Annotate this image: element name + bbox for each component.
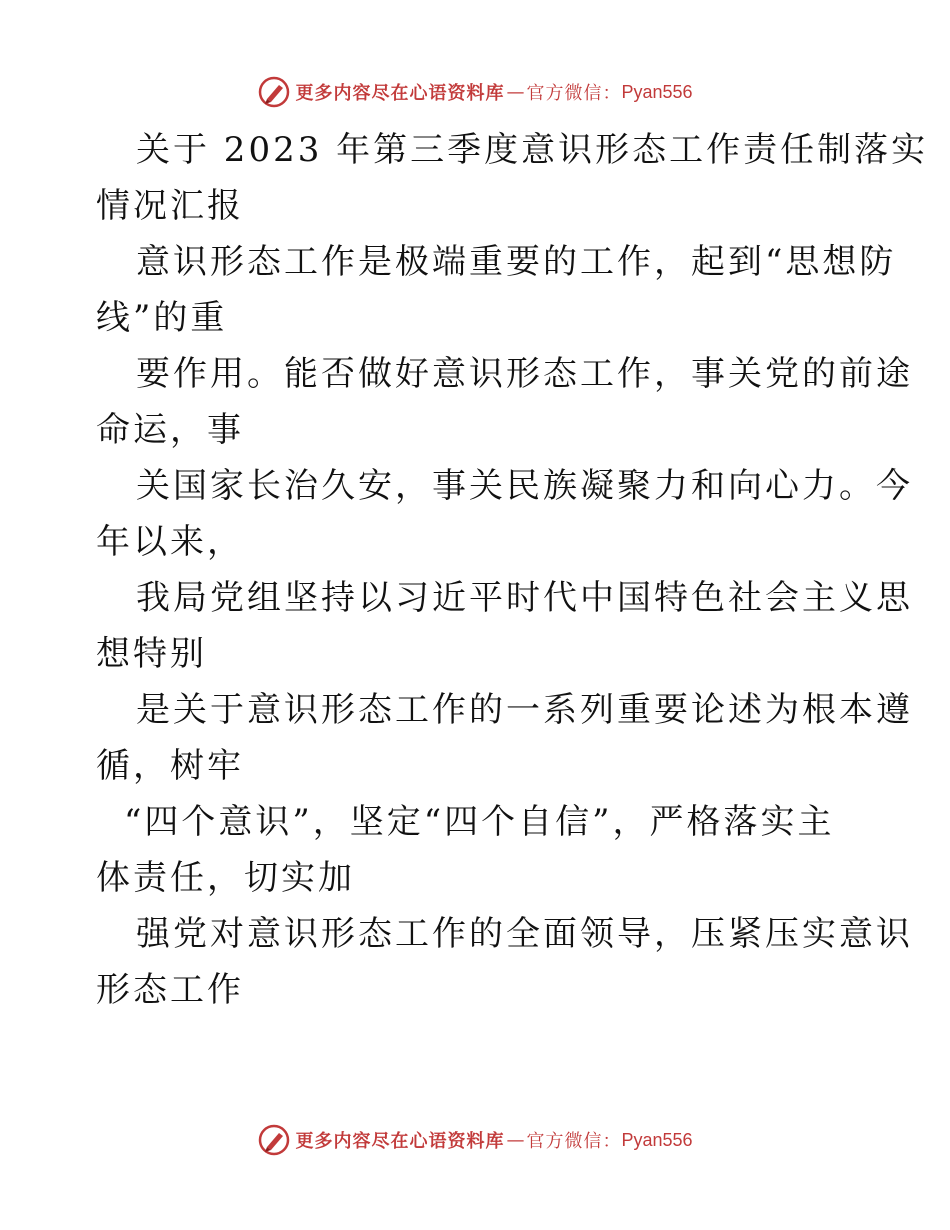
- paragraph-line: 体责任，切实加: [96, 858, 355, 898]
- paragraph-line: 强党对意识形态工作的全面领导，压紧压实意识: [136, 914, 913, 954]
- watermark-main-text: 更多内容尽在心语资料库: [295, 83, 505, 104]
- pen-logo-icon: [257, 1123, 291, 1157]
- title-line-1: 关于 2023 年第三季度意识形态工作责任制落实: [136, 130, 929, 170]
- watermark-wechat-id: Pyan556: [621, 81, 693, 102]
- paragraph-line: 关国家长治久安，事关民族凝聚力和向心力。今: [136, 466, 913, 506]
- watermark-official-label: 官方微信：: [526, 83, 622, 104]
- watermark-separator: —: [506, 1129, 525, 1151]
- paragraph-line: “四个意识”，坚定“四个自信”，严格落实主: [124, 802, 835, 842]
- paragraph-line: 年以来，: [96, 522, 244, 562]
- paragraph-line: 是关于意识形态工作的一系列重要论述为根本遵: [136, 690, 913, 730]
- paragraph-line: 循，树牢: [96, 746, 244, 786]
- paragraph-line: 线”的重: [96, 298, 228, 338]
- document-body: [96, 122, 929, 1018]
- paragraph-line: 我局党组坚持以习近平时代中国特色社会主义思: [136, 578, 913, 618]
- paragraph-line: 形态工作: [96, 970, 244, 1010]
- watermark-main-text: 更多内容尽在心语资料库: [295, 1131, 505, 1152]
- paragraph-line: 意识形态工作是极端重要的工作，起到“思想防: [136, 242, 897, 282]
- watermark-official-label: 官方微信：: [526, 1131, 622, 1152]
- paragraph-line: 命运，事: [96, 410, 244, 450]
- header-watermark: [0, 72, 950, 112]
- paragraph-line: 要作用。能否做好意识形态工作，事关党的前途: [136, 354, 913, 394]
- watermark-separator: —: [506, 81, 525, 103]
- title-line-2: 情况汇报: [96, 186, 244, 226]
- pen-logo-icon: [257, 75, 291, 109]
- watermark-wechat-id: Pyan556: [621, 1129, 693, 1150]
- footer-watermark: [0, 1120, 950, 1160]
- paragraph-line: 想特别: [96, 634, 207, 674]
